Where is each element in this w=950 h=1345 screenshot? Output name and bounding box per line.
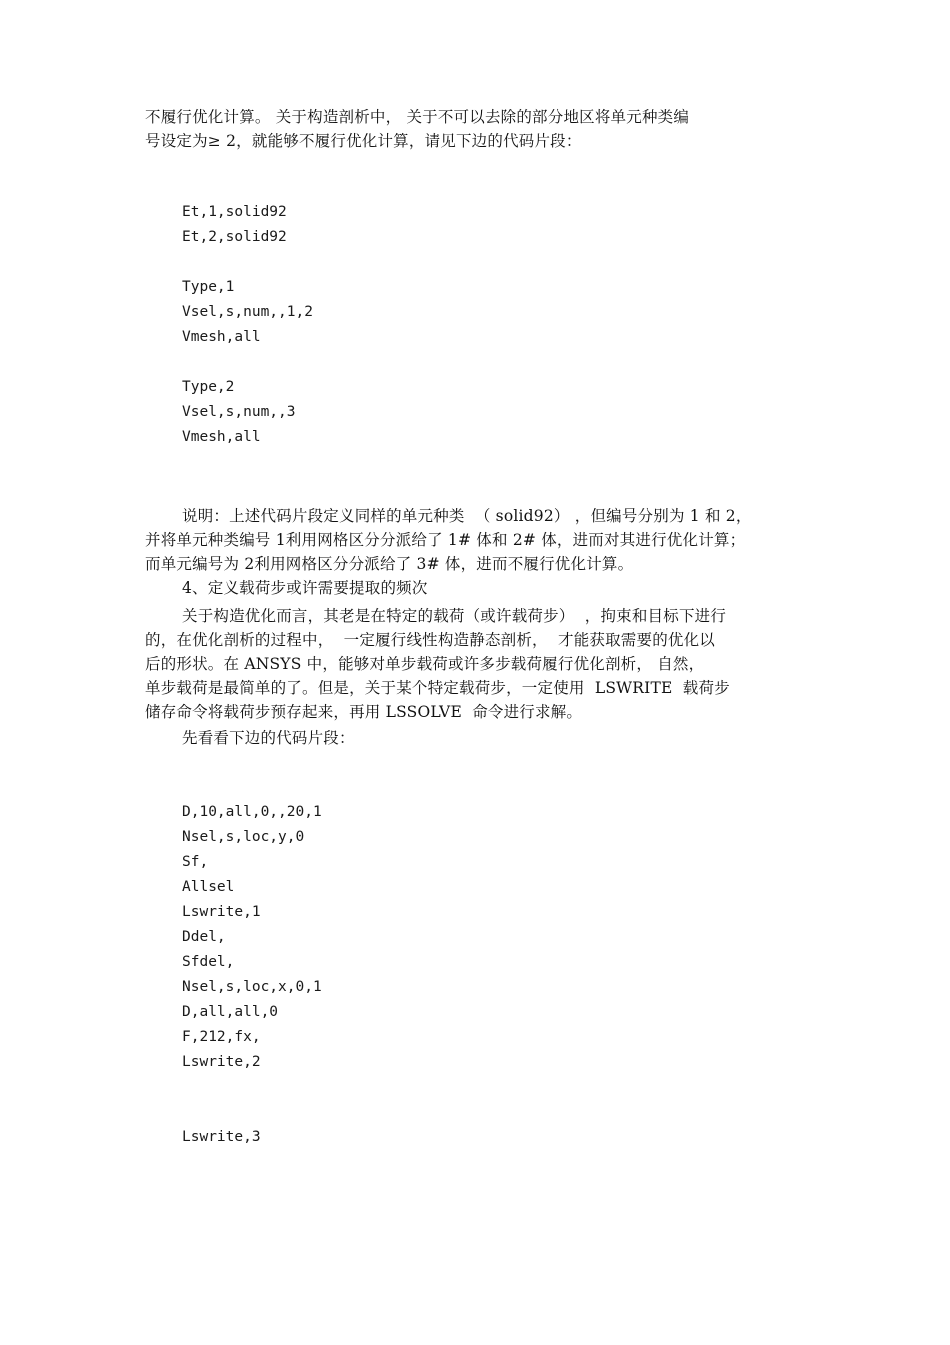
lead-in-text: 先看看下边的代码片段： [182, 729, 355, 747]
code-line: Lswrite,1 [182, 904, 261, 920]
code-line: Nsel,s,loc,x,0,1 [182, 979, 322, 995]
code-line: Allsel [182, 879, 235, 895]
intro-line-1: 不履行优化计算。 关于构造剖析中， 关于不可以去除的部分地区将单元种类编 [145, 108, 690, 126]
code-line: D,10,all,0,,20,1 [182, 804, 322, 820]
code-line: D,all,all,0 [182, 1004, 279, 1020]
code-line: Et,2,solid92 [182, 229, 287, 245]
explanation-line-3: 而单元编号为 2利用网格区分分派给了 3# 体，进而不履行优化计算。 [145, 555, 634, 573]
code-line: Lswrite,3 [182, 1129, 261, 1145]
section-heading: 4、定义载荷步或许需要提取的频次 [182, 579, 428, 597]
code-line: Et,1,solid92 [182, 204, 287, 220]
code-line: Vsel,s,num,,3 [182, 404, 296, 420]
code-line: Vmesh,all [182, 429, 261, 445]
code-line: Sf, [182, 854, 209, 870]
code-line: Lswrite,2 [182, 1054, 261, 1070]
body-line-3: 后的形状。在 ANSYS 中，能够对单步载荷或许多步载荷履行优化剖析， 自然， [145, 655, 705, 673]
code-line: Sfdel, [182, 954, 235, 970]
code-line: F,212,fx, [182, 1029, 261, 1045]
code-line: Vsel,s,num,,1,2 [182, 304, 313, 320]
code-line: Ddel, [182, 929, 226, 945]
body-line-1: 关于构造优化而言，其老是在特定的载荷（或许载荷步） ，拘束和目标下进行 [182, 607, 727, 625]
code-line: Type,1 [182, 279, 235, 295]
code-line: Vmesh,all [182, 329, 261, 345]
explanation-line-1: 说明：上述代码片段定义同样的单元种类 （ solid92） ，但编号分别为 1 和 2， [182, 507, 752, 525]
body-line-4: 单步载荷是最简单的了。但是，关于某个特定载荷步，一定使用 LSWRITE 载荷步 [145, 679, 730, 697]
body-line-2: 的，在优化剖析的过程中， 一定履行线性构造静态剖析， 才能获取需要的优化以 [145, 631, 716, 649]
code-line: Type,2 [182, 379, 235, 395]
explanation-line-2: 并将单元种类编号 1利用网格区分分派给了 1# 体和 2# 体，进而对其进行优化计算； [145, 531, 746, 549]
code-line: Nsel,s,loc,y,0 [182, 829, 305, 845]
intro-line-2: 号设定为≥ 2，就能够不履行优化计算，请见下边的代码片段： [145, 132, 582, 150]
body-line-5: 储存命令将载荷步预存起来，再用 LSSOLVE 命令进行求解。 [145, 703, 583, 721]
